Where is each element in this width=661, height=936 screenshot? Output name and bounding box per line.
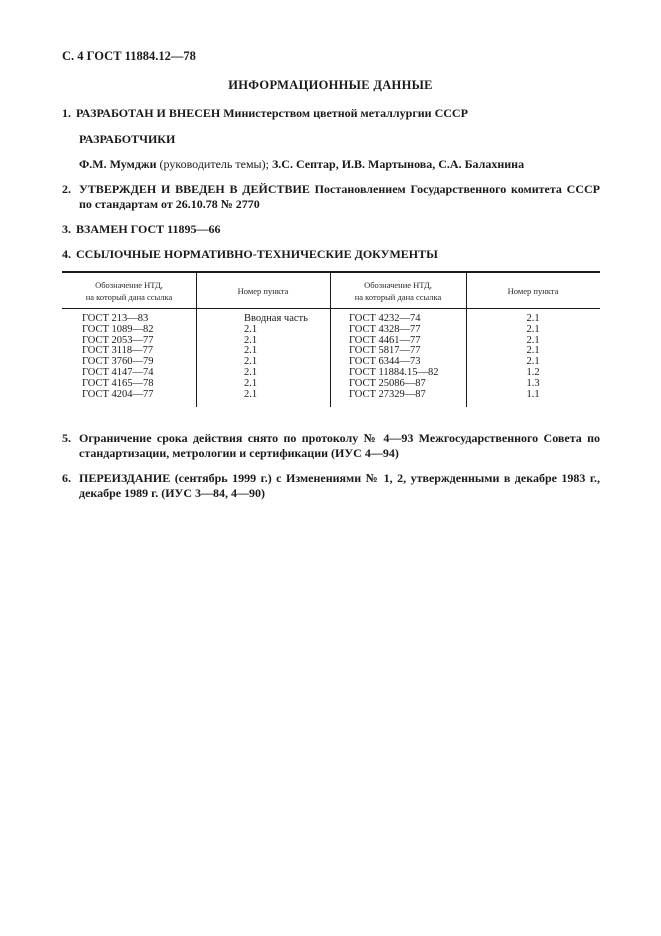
table-cell-clause: 2.1 (244, 366, 258, 378)
table-cell-clause: 2.1 (526, 345, 540, 357)
table-cell-doc: ГОСТ 6344—73 (349, 356, 421, 368)
header-designation-line2: на который дана ссылка (85, 292, 173, 302)
table-cell-clause: 1.2 (526, 366, 540, 378)
table-cell-doc: ГОСТ 4461—77 (349, 334, 421, 346)
reference-documents-table (62, 271, 600, 407)
table-cell-clause: 2.1 (526, 323, 540, 335)
table-cell-clause: 1.3 (526, 377, 540, 389)
table-cell-doc: ГОСТ 1089—82 (82, 323, 154, 335)
page-title: ИНФОРМАЦИОННЫЕ ДАННЫЕ (228, 78, 433, 92)
table-cell-doc: ГОСТ 4232—74 (349, 313, 421, 324)
section-5-number: 5. (62, 431, 71, 445)
page-header: С. 4 ГОСТ 11884.12—78 (62, 49, 196, 63)
header-clause-label: Номер пункта (237, 286, 289, 296)
table-cell-clause: 2.1 (244, 356, 258, 368)
right-docs-column (349, 314, 439, 400)
table-cell-doc: ГОСТ 4147—74 (82, 366, 154, 378)
developers-heading: РАЗРАБОТЧИКИ (79, 132, 176, 146)
section-1-text: Министерством цветной металлургии СССР (223, 106, 468, 120)
section-6-text: (сентябрь 1999 г.) с Изменениями № 1, 2, утвержденными в декабре 1983 г., декабре 1989 г. (ИУС 3—84, 4—90) (79, 471, 601, 500)
section-6-label: ПЕРЕИЗДАНИЕ (79, 471, 171, 485)
section-5-text: Ограничение срока действия снято по протоколу № 4—93 Межгосударственного Совета по стандартизации, метрологии и сертификации (ИУС 4—94) (79, 431, 600, 460)
section-2-number: 2. (62, 182, 71, 196)
section-4-number: 4. (62, 247, 71, 261)
header-designation-line1: Обозначение НТД, (95, 280, 163, 290)
section-3 (62, 222, 221, 237)
lead-developer-name: Ф.М. Мумджи (79, 157, 157, 171)
table-cell-doc: ГОСТ 27329—87 (349, 388, 426, 400)
developers-list (79, 157, 524, 172)
section-1 (62, 106, 468, 121)
section-6 (62, 471, 600, 501)
table-cell-clause: 2.1 (244, 334, 258, 346)
table-cell-clause: 2.1 (526, 356, 540, 368)
table-cell-clause: 1.1 (526, 388, 540, 400)
table-cell-clause: 2.1 (244, 323, 258, 335)
left-clauses-column (244, 314, 308, 400)
section-1-number: 1. (62, 106, 71, 120)
left-docs-column (82, 314, 154, 400)
table-header-rule (62, 308, 600, 309)
table-cell-clause: 2.1 (244, 388, 258, 400)
section-5 (62, 431, 600, 461)
table-cell-doc: ГОСТ 5817—77 (349, 345, 421, 357)
section-2-label: УТВЕРЖДЕН И ВВЕДЕН В ДЕЙСТВИЕ (79, 182, 310, 196)
header-clause-left (196, 275, 330, 307)
table-cell-doc: ГОСТ 25086—87 (349, 377, 426, 389)
section-2-text: Постановлением Государственного комитета СССР по стандартам от 26.10.78 № 2770 (79, 182, 600, 211)
table-cell-clause: 2.1 (244, 345, 258, 357)
section-1-label: РАЗРАБОТАН И ВНЕСЕН (76, 106, 221, 120)
table-cell-doc: ГОСТ 2053—77 (82, 334, 154, 346)
table-cell-clause: 2.1 (526, 313, 540, 324)
header-designation-right (330, 275, 466, 307)
header-clause-right (466, 275, 600, 307)
section-4-text: ССЫЛОЧНЫЕ НОРМАТИВНО-ТЕХНИЧЕСКИЕ ДОКУМЕНТЫ (76, 247, 438, 261)
section-6-number: 6. (62, 471, 71, 485)
table-cell-clause: 2.1 (244, 377, 258, 389)
table-cell-doc: ГОСТ 3760—79 (82, 356, 154, 368)
section-3-number: 3. (62, 222, 71, 236)
header-designation-left (62, 275, 196, 307)
table-cell-doc: ГОСТ 4165—78 (82, 377, 154, 389)
table-top-rule (62, 271, 600, 273)
section-3-text: ВЗАМЕН ГОСТ 11895—66 (76, 222, 221, 236)
section-4 (62, 247, 438, 262)
header-clause-label: Номер пункта (507, 286, 559, 296)
lead-developer-role: (руководитель темы); (159, 157, 269, 171)
table-cell-clause: Вводная часть (244, 313, 308, 324)
table-cell-clause: 2.1 (526, 334, 540, 346)
other-developers: З.С. Септар, И.В. Мартынова, С.А. Балахнина (271, 157, 525, 171)
table-cell-doc: ГОСТ 11884.15—82 (349, 366, 439, 378)
section-2 (62, 182, 600, 212)
right-clauses-column (466, 314, 600, 400)
header-designation-line1: Обозначение НТД, (364, 280, 432, 290)
table-cell-doc: ГОСТ 4204—77 (82, 388, 154, 400)
table-cell-doc: ГОСТ 3118—77 (82, 345, 154, 357)
table-cell-doc: ГОСТ 4328—77 (349, 323, 421, 335)
header-designation-line2: на который дана ссылка (354, 292, 442, 302)
table-cell-doc: ГОСТ 213—83 (82, 313, 149, 324)
